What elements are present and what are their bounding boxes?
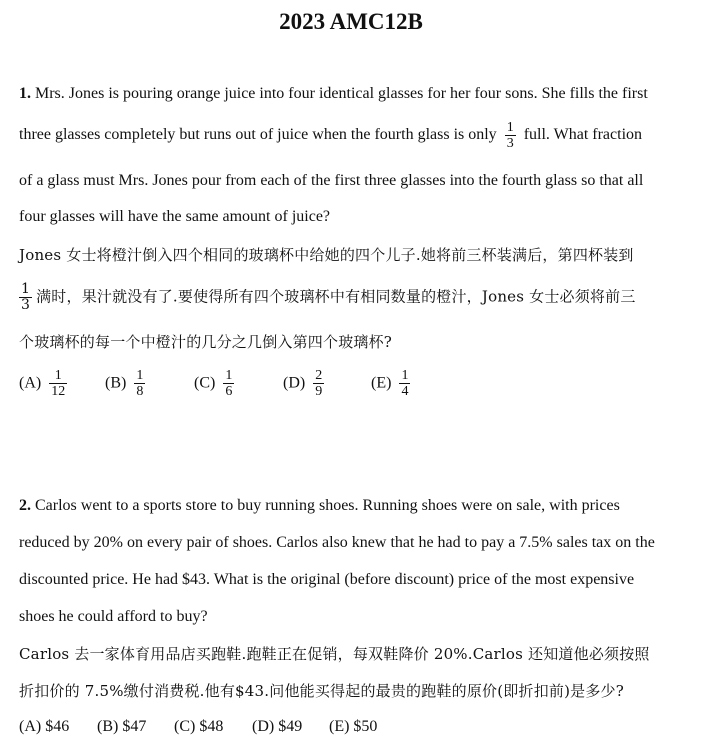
problem-1-text-line-2: three glasses completely but runs out of juice when the fourth glass is only <box>19 126 497 144</box>
problem-2-cn-line-2 <box>19 680 624 702</box>
answer-choice: (A) $46 <box>19 718 70 735</box>
fraction-denominator: 9 <box>315 384 323 399</box>
answer-choice <box>19 368 71 399</box>
fraction-denominator: 3 <box>506 136 514 151</box>
fraction <box>399 368 410 399</box>
problem-1-cn-line-3 <box>19 331 392 353</box>
problem-2-line-2 <box>19 532 655 554</box>
fraction-denominator: 3 <box>21 297 31 313</box>
answer-choice <box>283 368 328 399</box>
answer-choice: (B) $47 <box>97 718 147 735</box>
answer-choice <box>194 368 238 399</box>
problem-1-number: 1. <box>19 85 31 102</box>
problem-1-line-4 <box>19 206 330 228</box>
problem-2-line-1 <box>19 495 620 517</box>
answer-choice: (E) $50 <box>329 718 378 735</box>
choice-label: (A) <box>19 374 42 392</box>
fraction <box>49 368 67 399</box>
fraction-numerator: 1 <box>506 120 514 135</box>
problem-2-cn-line-1 <box>19 643 650 665</box>
problem-1-cn-text-line-1: Jones 女士将橙汁倒入四个相同的玻璃杯中给她的四个儿子.她将前三杯装满后，第四杯装到 <box>19 246 634 264</box>
choice-label: (D) <box>283 374 306 392</box>
fraction <box>134 368 145 399</box>
answer-choice: (C) $48 <box>174 718 224 735</box>
fraction <box>223 368 234 399</box>
problem-1-line-1 <box>19 83 648 105</box>
fraction-numerator: 2 <box>315 368 323 383</box>
fraction-numerator: 1 <box>225 368 233 383</box>
problem-1-text-line-3: of a glass must Mrs. Jones pour from each of the first three glasses into the fourth glass so that all <box>19 172 644 189</box>
problem-1-text-line-4: four glasses will have the same amount of juice? <box>19 208 331 225</box>
choice-label: (E) <box>371 374 392 392</box>
fraction <box>313 368 324 399</box>
fraction-numerator: 1 <box>21 281 31 297</box>
problem-2-number: 2. <box>19 497 31 514</box>
fraction <box>505 120 516 151</box>
problem-2-line-3 <box>19 569 634 591</box>
problem-1-cn-text-line-3: 个玻璃杯的每一个中橙汁的几分之几倒入第四个玻璃杯? <box>19 333 393 351</box>
problem-1-text-line-1: Mrs. Jones is pouring orange juice into four identical glasses for her four sons. She fills the first <box>35 85 648 102</box>
page-title: 2023 AMC12B <box>279 9 423 34</box>
answer-choice <box>371 368 414 399</box>
problem-2-cn-text-line-2: 折扣价的 7.5%缴付消费税.他有$43.问他能买得起的最贵的跑鞋的原价(即折扣前)是多少? <box>19 682 624 700</box>
problem-2-text-line-3: discounted price. He had $43. What is the original (before discount) price of the most expensive <box>19 571 635 588</box>
answer-choice: (D) $49 <box>252 718 303 735</box>
fraction <box>19 282 32 313</box>
problem-2-line-4 <box>19 606 208 628</box>
choice-label: (B) <box>105 374 127 392</box>
fraction-denominator: 4 <box>401 384 409 399</box>
problem-1-cn-line-2 <box>19 282 636 313</box>
choice-label: (C) <box>194 374 216 392</box>
problem-2-text-line-4: shoes he could afford to buy? <box>19 608 208 625</box>
problem-1-cn-text-line-2: 满时，果汁就没有了.要使得所有四个玻璃杯中有相同数量的橙汁，Jones 女士必须将前三 <box>36 287 636 306</box>
fraction-denominator: 8 <box>136 384 144 399</box>
fraction-numerator: 1 <box>136 368 144 383</box>
problem-2-cn-text-line-1: Carlos 去一家体育用品店买跑鞋.跑鞋正在促销，每双鞋降价 20%.Carlos 还知道他必须按照 <box>19 645 650 663</box>
answer-choice <box>105 368 149 399</box>
problem-1-cn-line-1 <box>19 244 634 266</box>
problem-1-line-2 <box>19 120 642 151</box>
fraction-numerator: 1 <box>54 368 62 383</box>
fraction-numerator: 1 <box>401 368 409 383</box>
fraction-denominator: 12 <box>51 384 66 399</box>
problem-2-text-line-2: reduced by 20% on every pair of shoes. Carlos also knew that he had to pay a 7.5% sales tax on the <box>19 534 655 551</box>
problem-2-text-line-1: Carlos went to a sports store to buy running shoes. Running shoes were on sale, with prices <box>35 497 620 514</box>
problem-1-text-line-2-end: full. What fraction <box>523 126 643 144</box>
problem-1-line-3 <box>19 170 643 192</box>
fraction-denominator: 6 <box>225 384 233 399</box>
